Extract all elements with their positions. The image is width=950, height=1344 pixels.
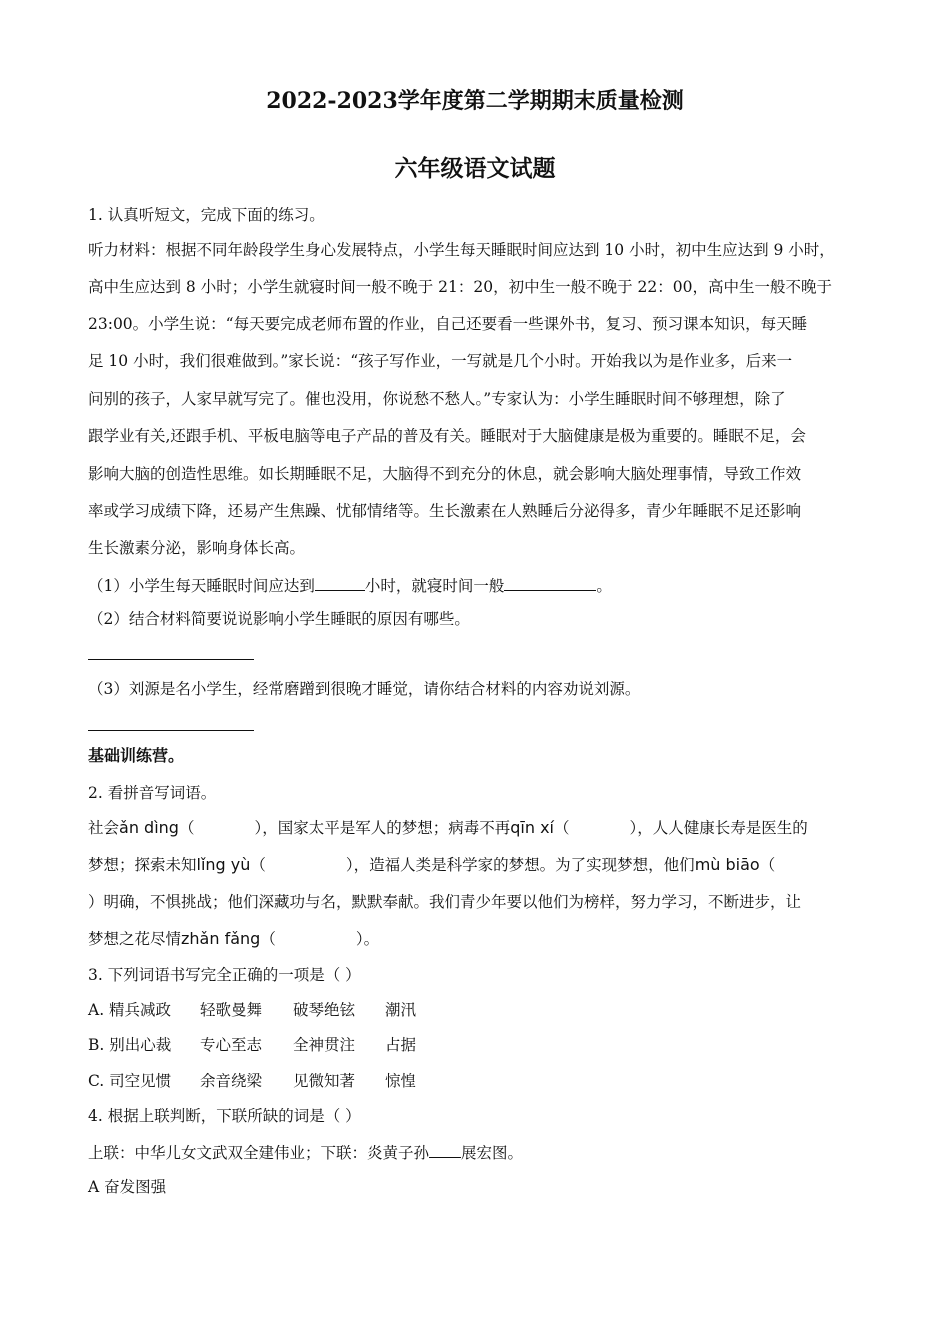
option-word: 占据 [385,1036,417,1054]
q2-line-2 [88,855,775,875]
q1-sub2: （2）结合材料简要说说影响小学生睡眠的原因有哪些。 [88,610,470,628]
q1-sub1 [88,574,612,596]
material-line: 生长激素分泌，影响身体长高。 [88,539,306,557]
option-word: 惊惶 [385,1072,417,1090]
material-line: 听力材料：根据不同年龄段学生身心发展特点，小学生每天睡眠时间应达到 10 小时，初中生应达到 9 小时， [88,241,835,259]
q2-text: ），人人健康长寿是医生的 [629,819,808,837]
q2-line-3: ）明确，不惧挑战；他们深藏功与名，默默奉献。我们青少年要以他们为榜样，努力学习，不断进步，让 [88,893,802,911]
exam-subtitle: 六年级语文试题 [394,155,556,182]
q4-option-a[interactable]: A 奋发图强 [88,1178,167,1196]
pinyin-mu-biao: mù biāo [694,855,760,874]
option-word: 破琴绝铉 [293,1001,356,1019]
q2-stem: 2. 看拼音写词语。 [88,784,217,802]
material-line: 高中生应达到 8 小时；小学生就寝时间一般不晚于 21：20，初中生一般不晚于 22：00，高中生一般不晚于 [88,278,832,296]
q1-sub3: （3）刘源是名小学生，经常磨蹭到很晚才睡觉，请你结合材料的内容劝说刘源。 [88,680,641,698]
paren-open: （ [553,819,570,837]
couplet-text: 上联：中华儿女文武双全建伟业；下联：炎黄子孙 [88,1144,430,1162]
q3-stem: 3. 下列词语书写完全正确的一项是（ ） [88,966,361,984]
answer-line-sub2[interactable] [88,659,254,660]
option-word: 潮汛 [385,1001,417,1019]
material-line: 23:00。小学生说：“每天要完成老师布置的作业，自己还要看一些课外书，复习、预习课本知识，每天睡 [88,315,808,333]
q1-sub1-text-a: （1）小学生每天睡眠时间应达到 [88,577,315,595]
material-line: 跟学业有关,还跟手机、平板电脑等电子产品的普及有关。睡眠对于大脑健康是极为重要的。睡眠不足，会 [88,427,806,445]
material-line: 问别的孩子，人家早就写完了。催也没用，你说愁不愁人。”专家认为：小学生睡眠时间不够理想，除了 [88,390,786,408]
answer-blank-sleep-hours[interactable] [315,574,365,591]
option-word: B. 别出心裁 [88,1036,172,1054]
pinyin-qin-xi: qīn xí [510,818,554,837]
paren-open: （ [178,819,195,837]
q2-text: ），造福人类是科学家的梦想。为了实现梦想，他们 [345,856,695,874]
paren-open: （ [260,930,276,948]
option-word: 见微知著 [293,1072,356,1090]
q4-couplet [88,1141,523,1163]
option-word: 专心至志 [200,1036,263,1054]
exam-title: 2022-2023学年度第二学期期末质量检测 [266,88,684,114]
paren-open: （ [250,856,266,874]
pinyin-ling-yu: lǐng yù [196,855,251,874]
q2-text: ），国家太平是军人的梦想；病毒不再 [254,819,511,837]
q2-text: 梦想之花尽情 [88,930,182,948]
q1-sub1-text-c: 。 [596,577,612,595]
pinyin-zhan-fang: zhǎn fǎng [181,929,261,948]
q1-sub1-text-b: 小时，就寝时间一般 [364,577,505,595]
q2-line-1 [88,818,808,838]
option-word: C. 司空见惯 [88,1072,172,1090]
answer-line-sub3[interactable] [88,730,254,731]
q3-option-b[interactable] [88,1035,416,1055]
material-line: 足 10 小时，我们很难做到。”家长说：“孩子写作业，一写就是几个小时。开始我以为是作业多，后来一 [88,352,793,370]
q3-option-a[interactable] [88,1000,416,1020]
q2-text: 梦想；探索未知 [88,856,197,874]
paren-open: （ [759,856,776,874]
option-word: 全神贯注 [293,1036,356,1054]
q2-line-4 [88,929,379,949]
material-line: 率或学习成绩下降，还易产生焦躁、忧郁情绪等。生长激素在人熟睡后分泌得多，青少年睡眠不足还影响 [88,502,802,520]
pinyin-an-ding: ǎn dìng [119,818,179,837]
option-word: 余音绕梁 [200,1072,263,1090]
option-word: A. 精兵减政 [88,1001,172,1019]
q2-text: 社会 [88,819,120,837]
option-word: 轻歌曼舞 [200,1001,263,1019]
q1-stem: 1. 认真听短文，完成下面的练习。 [88,206,325,224]
section-heading: 基础训练营。 [88,746,185,765]
couplet-text: 展宏图。 [461,1144,524,1162]
q3-option-c[interactable] [88,1071,416,1091]
material-line: 影响大脑的创造性思维。如长期睡眠不足，大脑得不到充分的休息，就会影响大脑处理事情，导致工作效 [88,465,802,483]
answer-blank-bedtime[interactable] [504,574,596,591]
answer-blank-couplet[interactable] [429,1141,461,1158]
q4-stem: 4. 根据上联判断，下联所缺的词是（ ） [88,1107,361,1125]
q2-text: ）。 [355,930,380,948]
